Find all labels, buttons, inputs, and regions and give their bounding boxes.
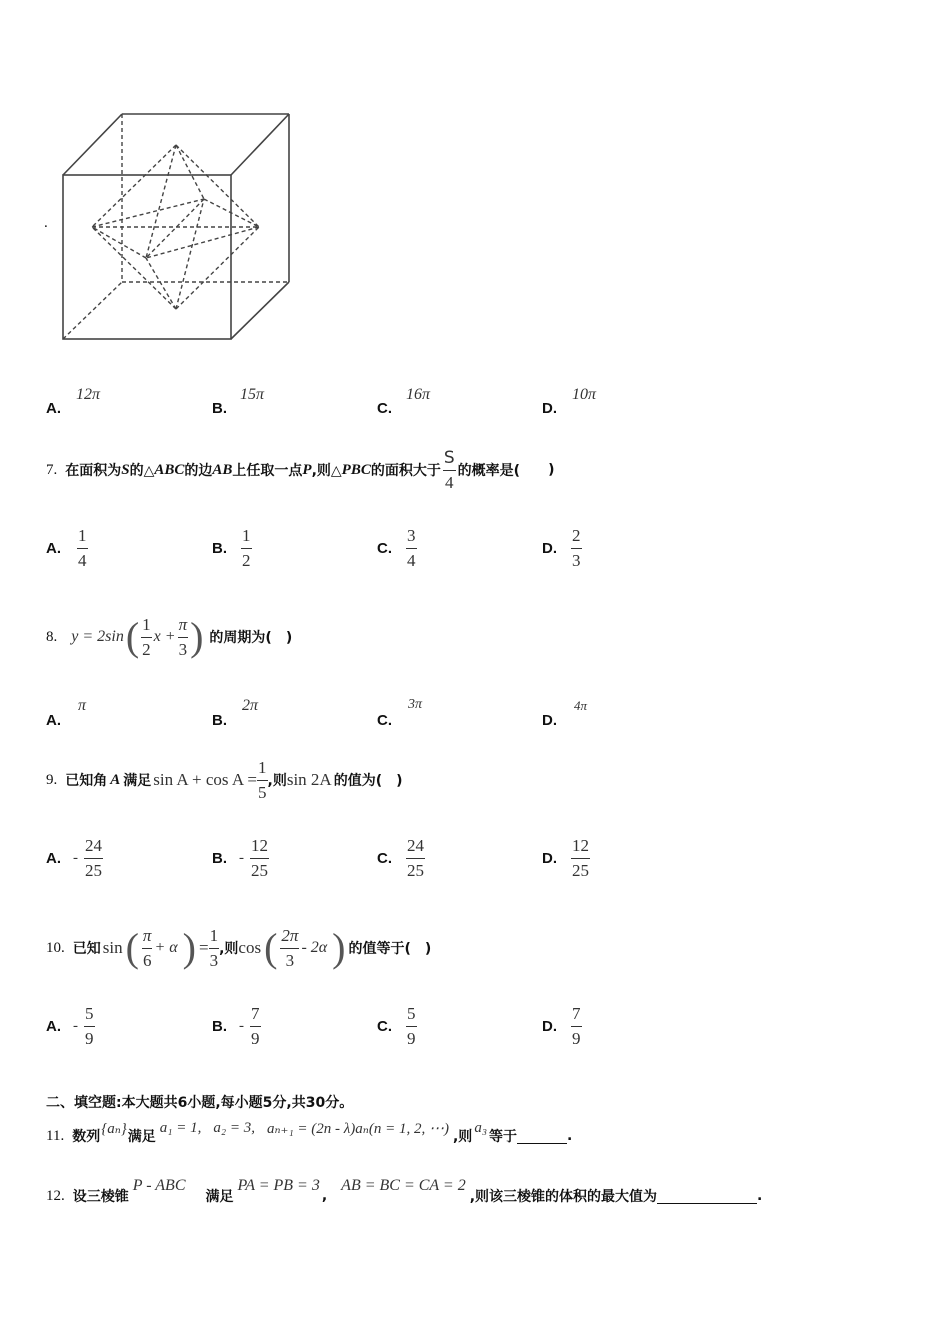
q10-text: ,则 [219,941,239,957]
q10-equals: = [198,938,209,957]
q7-var-pbc: PBC [341,461,371,478]
q11-text: ,则 [452,1129,473,1145]
q10-sin: sin [102,938,123,957]
question-9 [46,754,403,806]
q8-option-a-value: π [78,697,87,714]
q7-text: 的概率是( [457,463,521,479]
q8-number: 8. [46,628,58,645]
q9-fraction: $\frac{1}{5}$ [258,757,267,802]
q9-option-c: C. $\frac{24}{25}$ [377,836,424,880]
q6-option-a-label: A. [46,400,61,417]
q7-fraction: $\frac{S}{4}$ [443,447,455,492]
q9-text: ,则 [267,773,287,789]
q8-text: 的周期为( ) [209,630,293,646]
q10-fraction-1: $\frac{\pi}{6}$ [142,925,152,970]
q8-option-b-value: 2π [242,697,259,714]
q10-number: 10. [46,939,65,956]
q7-var-ab: AB [212,461,233,478]
q12-text: . [757,1188,763,1204]
q7-option-a: A. $\frac{1}{4}$ [46,526,87,570]
q7-text: 的△ [129,463,155,479]
q6-option-c-label: C. [377,400,392,417]
q7-text: ) [548,462,555,478]
q12-condition-2: AB = BC = CA = 2 [341,1177,466,1194]
question-8: 8. y = 2sin ( $\frac{1}{2}$ x + $\frac{\pi}{3}$ ) 的周期为( ) [46,614,293,659]
q8-option-c-label: C. [377,712,392,729]
q6-option-d-value: 10π [572,386,597,403]
q6-option-c-value: 16π [406,386,431,403]
q9-expression: sin A + cos A = [153,770,257,789]
q9-var-a: A [110,771,121,788]
q10-text: 的值等于( ) [348,941,432,957]
q7-var-s: S [121,461,130,478]
q11-condition-3: aₙ₊₁ = (2n - λ)aₙ(n = 1, 2, ⋯) [266,1120,449,1137]
q10-plus-alpha: + α [154,939,178,956]
q11-condition-2: a₂ = 3, [213,1119,255,1136]
q10-minus-2alpha: - 2α [301,939,328,956]
q11-text: 满足 [127,1129,156,1145]
q9-option-d: D. $\frac{12}{25}$ [542,836,589,880]
q12-answer-blank[interactable] [657,1189,757,1204]
q7-text: 在面积为 [65,463,122,479]
q7-number: 7. [46,461,58,478]
q8-option-b-label: B. [212,712,227,729]
q9-text: 满足 [123,773,152,789]
q12-condition-1: PA = PB = 3 [237,1177,320,1194]
q6-option-b-value: 15π [240,386,265,403]
q7-var-p: P [302,461,312,478]
q9-text: 的值为( ) [333,773,403,789]
q11-condition-1: a₁ = 1, [159,1119,202,1136]
q8-option-a-label: A. [46,712,61,729]
q12-text: 满足 [205,1189,234,1205]
figure-dot: . [44,215,48,231]
q7-option-b: B. $\frac{1}{2}$ [212,526,251,570]
q7-text: 上任取一点 [232,463,303,479]
question-10: 10. 已知 sin ( $\frac{\pi}{6}$ + α ) = $\frac{1}{3}$ ,则 cos ( $\frac{2\pi}{3}$ - 2α ) 的值等于( ) [46,925,432,970]
q6-option-a-value: 12π [76,386,101,403]
q10-option-c: C. $\frac{5}{9}$ [377,1004,416,1048]
q7-var-abc: ABC [154,461,185,478]
q11-text: 等于 [489,1129,518,1145]
q10-option-b: B. - $\frac{7}{9}$ [212,1004,260,1048]
q10-fraction-2: $\frac{1}{3}$ [209,925,219,970]
section-2-heading: 二、填空题:本大题共6小题,每小题5分,共30分。 [46,1095,354,1111]
q12-text: ,则该三棱锥的体积的最大值为 [469,1189,658,1205]
question-7 [46,444,554,496]
q9-text: 已知角 [65,773,108,789]
q9-number: 9. [46,771,58,788]
q8-option-d-value: 4π [574,698,588,713]
q6-option-d-label: D. [542,400,557,417]
question-11 [46,1116,572,1156]
q8-fraction-2: $\frac{\pi}{3}$ [178,614,188,659]
q8-option-c-value: 3π [408,697,423,712]
q12-number: 12. [46,1187,65,1204]
q8-lhs: y = 2sin [71,628,124,645]
q8-x-plus: x + [153,628,176,645]
q9-option-b: B. - $\frac{12}{25}$ [212,836,268,880]
q11-answer-blank[interactable] [517,1129,567,1144]
q7-option-d: D. $\frac{2}{3}$ [542,526,581,570]
q10-option-a: A. - $\frac{5}{9}$ [46,1004,94,1048]
q9-option-a: A. - $\frac{24}{25}$ [46,836,102,880]
q12-text: , [321,1188,328,1204]
q11-text: 数列 [72,1129,101,1145]
q12-pyramid: P - ABC [132,1177,186,1194]
q8-option-d-label: D. [542,712,557,729]
q11-sequence: {aₙ} [101,1120,127,1137]
q7-text: 的边 [184,463,213,479]
cube-octahedron-figure [56,108,296,348]
q11-text: . [567,1128,573,1144]
q12-text: 设三棱锥 [72,1189,129,1205]
q7-text: ,则△ [311,463,342,479]
q8-fraction-1: $\frac{1}{2}$ [142,614,151,659]
question-12 [46,1174,762,1218]
q11-number: 11. [46,1127,65,1144]
q11-a3: a₃ [474,1119,488,1136]
q10-option-d: D. $\frac{7}{9}$ [542,1004,581,1048]
q10-cos: cos [238,938,262,957]
q9-expression-2: sin 2A [286,770,332,789]
q10-fraction-3: $\frac{2\pi}{3}$ [281,925,299,970]
q6-option-b-label: B. [212,400,227,417]
q7-text: 的面积大于 [370,463,441,479]
q10-text: 已知 [72,941,101,957]
q7-option-c: C. $\frac{3}{4}$ [377,526,416,570]
